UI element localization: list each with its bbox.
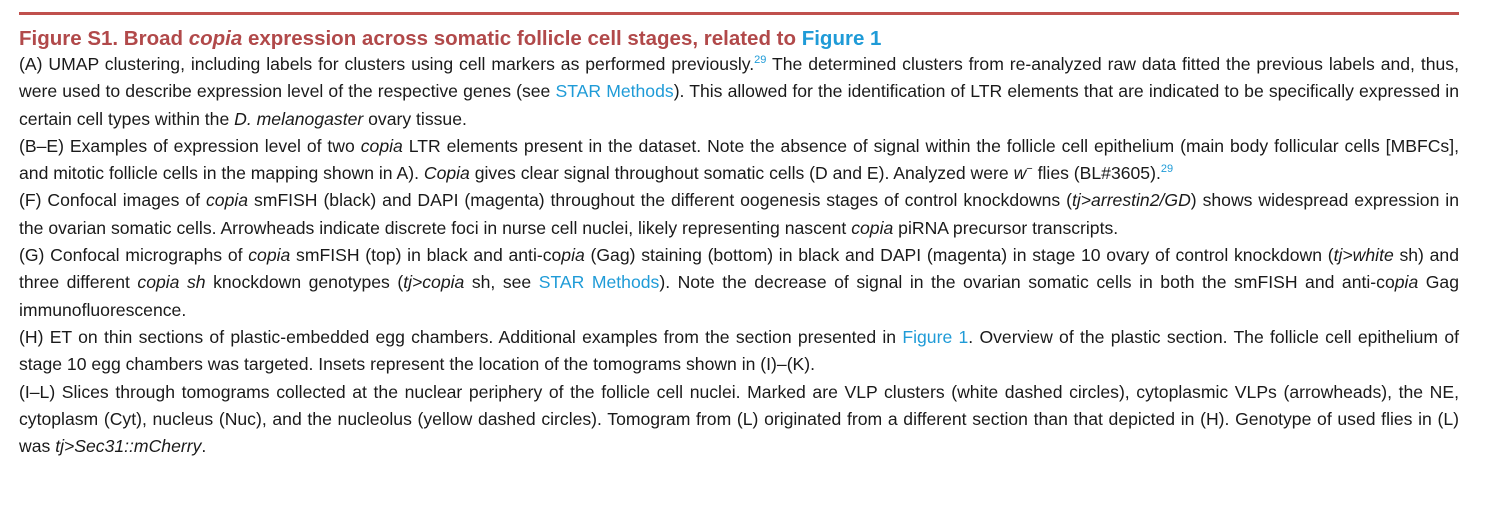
top-rule [19, 12, 1459, 15]
title-prefix: Figure S1. Broad [19, 27, 189, 50]
paragraph-h: (H) ET on thin sections of plastic-embedded egg chambers. Additional examples from the section presented in Figure 1. Overview of the plastic section. The follicle cell epithelium of stage 10 egg chambers was targeted. Insets represent the location of the tomograms shown in (I)–(K). [19, 326, 1459, 375]
star-methods-link[interactable]: STAR Methods [538, 272, 660, 293]
paragraph-g: (G) Confocal micrographs of copia smFISH (top) in black and anti-copia (Gag) staining (bottom) in black and DAPI (magenta) in stage 10 ovary of control knockdown (tj>white sh) and three different copia sh knockdown genotypes (tj>copia sh, see STAR Methods). Note the decrease of signal in the ovarian somatic cells in both the smFISH and anti-copia Gag immunofluorescence. [19, 245, 1460, 320]
figure-title [19, 27, 1459, 51]
title-italic: copia [188, 27, 243, 50]
star-methods-link[interactable]: STAR Methods [555, 81, 674, 102]
reference-link[interactable]: 29 [1160, 163, 1174, 176]
figure-caption [19, 27, 1459, 460]
figure-1-link[interactable]: Figure 1 [801, 27, 882, 50]
paragraph-a: (A) UMAP clustering, including labels for clusters using cell markers as performed previously.$^{29}$ The determined clusters from re-analyzed raw data fitted the previous labels and, thus, were used to describe expression level of the respective genes (see STAR Methods). This allowed for the identification of LTR elements that are indicated to be specifically expressed in certain cell types within the D. melanogaster ovary tissue. [19, 54, 1460, 129]
paragraph-i-l: (I–L) Slices through tomograms collected at the nuclear periphery of the follicle cell nuclei. Marked are VLP clusters (white dashed circles), cytoplasmic VLPs (arrowheads), the NE, cytoplasm (Cyt), nucleus (Nuc), and the nucleolus (yellow dashed circles). Tomogram from (L) originated from a different section than that depicted in (H). Genotype of used flies in (L) was tj>Sec31::mCherry. [19, 381, 1459, 457]
figure-1-link[interactable]: Figure 1 [902, 326, 969, 347]
paragraph-f: (F) Confocal images of copia smFISH (black) and DAPI (magenta) throughout the different oogenesis stages of control knockdowns (tj>arrestin2/GD) shows widespread expression in the ovarian somatic cells. Arrowheads indicate discrete foci in nurse cell nuclei, likely representing nascent copia piRNA precursor transcripts. [19, 190, 1459, 238]
title-middle: expression across somatic follicle cell stages, related to [242, 27, 802, 50]
paragraph-b-e: (B–E) Examples of expression level of two copia LTR elements present in the dataset. Note the absence of signal within the follicle cell epithelium (main body follicular cells [MBFCs], and mitotic follicle cells in the mapping shown in A). Copia gives clear signal throughout somatic cells (D and E). Analyzed were w− flies (BL#3605).$^{29}$ [19, 135, 1459, 184]
reference-link[interactable]: 29 [754, 54, 767, 66]
